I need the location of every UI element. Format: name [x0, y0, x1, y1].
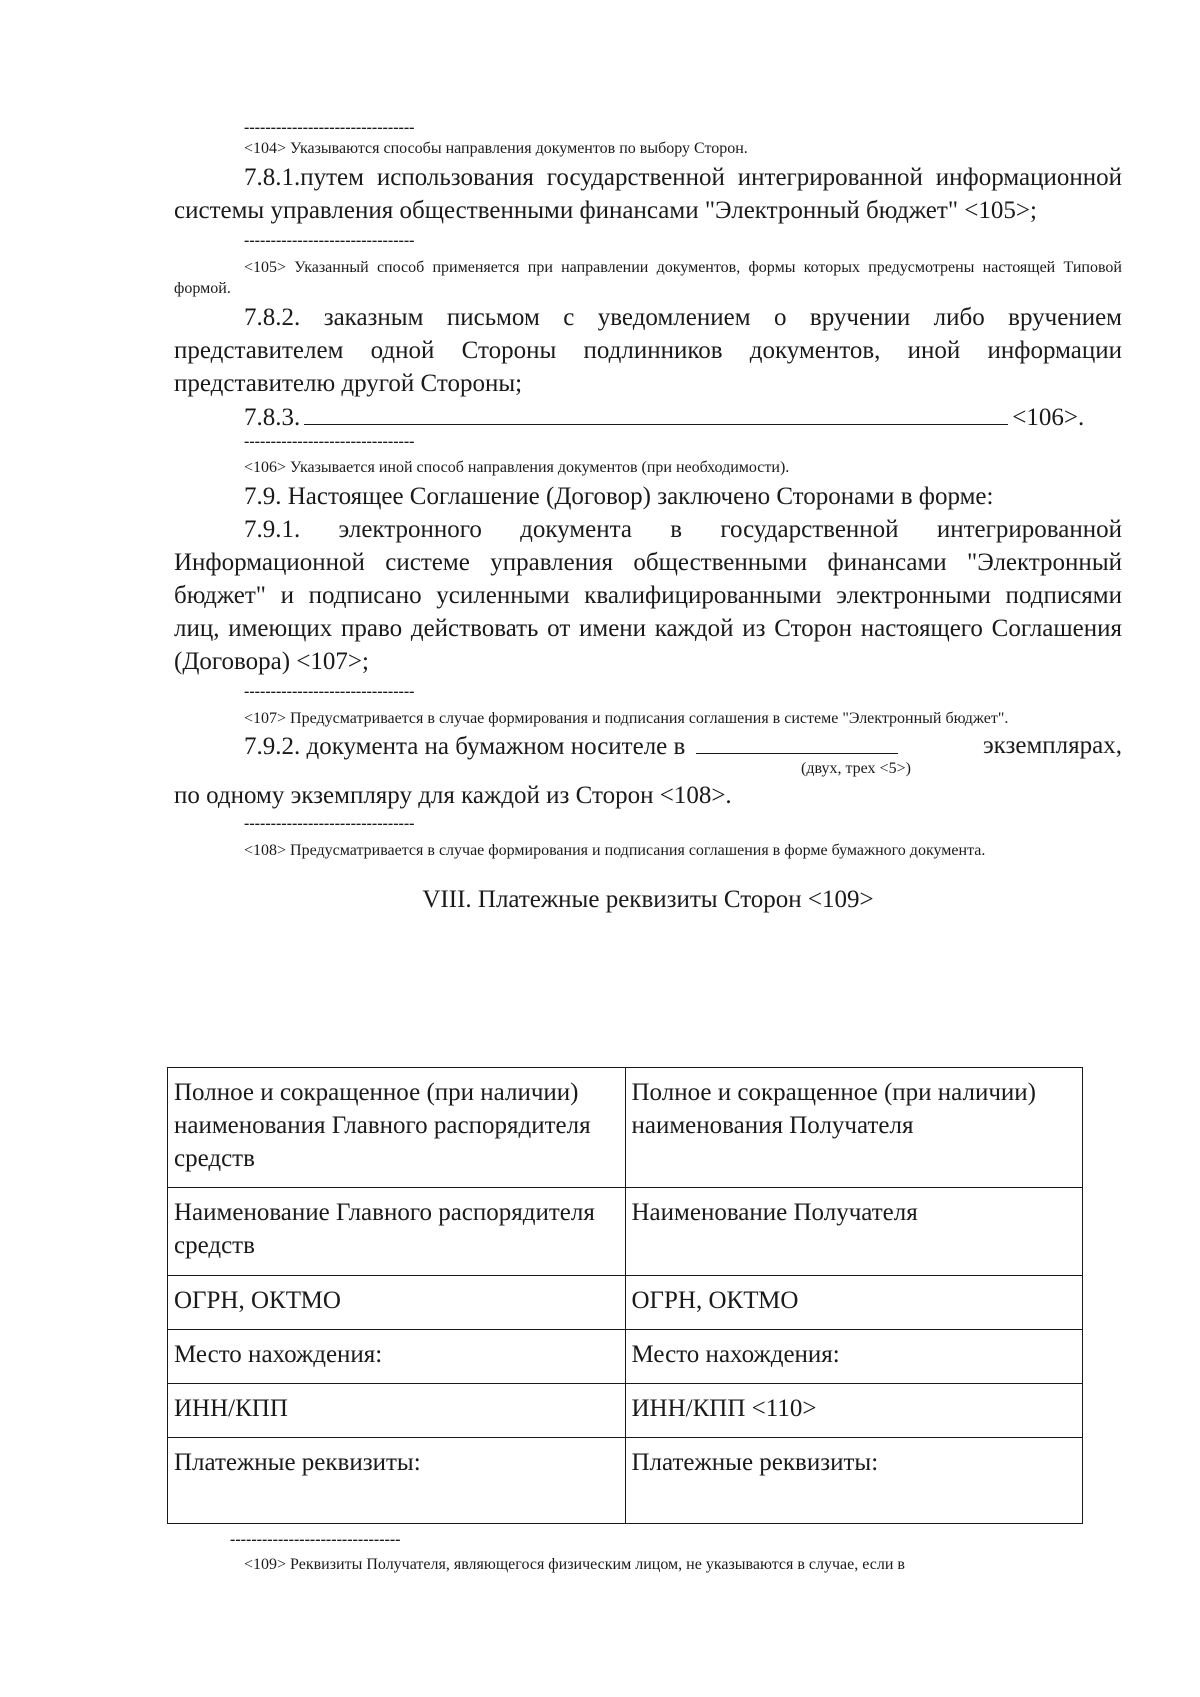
table-row [168, 1068, 1083, 1188]
table-cell: Платежные реквизиты: [625, 1438, 1083, 1524]
table-row [168, 1438, 1083, 1524]
footnote-107: <107> Предусматривается в случае формирования и подписания соглашения в системе "Электронный бюджет". [244, 710, 1009, 727]
footnote-105: <105> Указанный способ применяется при направлении документов, формы которых предусмотрены настоящей Типовой формой. [174, 259, 1122, 297]
table-cell: Полное и сокращенное (при наличии) наименования Главного распорядителя средств [168, 1068, 626, 1188]
paragraph-7-8-3 [174, 400, 1122, 434]
table-cell: ОГРН, ОКТМО [625, 1276, 1083, 1330]
footnote-106: <106> Указывается иной способ направления документов (при необходимости). [244, 459, 790, 476]
table-cell: ИНН/КПП <110> [625, 1384, 1083, 1438]
footnote-104: <104> Указываются способы направления документов по выбору Сторон. [244, 140, 748, 157]
table-row [168, 1276, 1083, 1330]
paragraph-7-9-2 [174, 729, 1122, 779]
paragraph-7-9-2-start: 7.9.2. документа на бумажном носителе в [244, 733, 686, 760]
table-row [168, 1330, 1083, 1384]
footnote-separator: -------------------------------- [244, 683, 415, 700]
paragraph-7-9-2-end: экземплярах, [982, 732, 1122, 759]
paragraph-7-9: 7.9. Настоящее Соглашение (Договор) заключено Сторонами в форме: [244, 483, 994, 510]
footnote-109: <109> Реквизиты Получателя, являющегося физическим лицом, не указываются в случае, если в [244, 1556, 905, 1573]
payment-details-table [167, 1067, 1083, 1524]
footnote-separator: -------------------------------- [244, 815, 415, 832]
document-content [174, 118, 1122, 916]
paragraph-7-9-1: 7.9.1. электронного документа в государственной интегрированной Информационной системе управления общественными финансами "Электронный бюджет" и подписано усиленными квалифицированными электронными подписями лиц, имеющих право действовать от имени каждой из Сторон настоящего Соглашения (Договора) <107>; [174, 516, 1122, 675]
footnote-108: <108> Предусматривается в случае формирования и подписания соглашения в форме бумажного документа. [244, 842, 986, 859]
paragraph-7-8-2: 7.8.2. заказным письмом с уведомлением о вручении либо вручением представителем одной Стороны подлинников документов, иной информации представителю другой Стороны; [174, 304, 1122, 397]
table-row [168, 1384, 1083, 1438]
blank-line-copies[interactable] [696, 729, 898, 754]
section-heading: VIII. Платежные реквизиты Сторон <109> [422, 886, 874, 913]
table-row [168, 1188, 1083, 1276]
paragraph-7-9-2-continuation: по одному экземпляру для каждой из Сторон <108>. [174, 782, 732, 809]
footnote-separator: -------------------------------- [244, 232, 415, 249]
footnote-separator: -------------------------------- [244, 119, 415, 136]
copies-hint: (двух, трех <5>) [801, 760, 911, 777]
table-cell: Полное и сокращенное (при наличии) наименования Получателя [625, 1068, 1083, 1188]
footnote-separator: -------------------------------- [230, 1531, 401, 1548]
table-cell: Место нахождения: [168, 1330, 626, 1384]
table-cell: Место нахождения: [625, 1330, 1083, 1384]
paragraph-7-8-3-label: 7.8.3. [244, 404, 301, 431]
footnote-separator: -------------------------------- [244, 433, 415, 450]
table-cell: Наименование Получателя [625, 1188, 1083, 1276]
table-cell: ОГРН, ОКТМО [168, 1276, 626, 1330]
table-cell: Наименование Главного распорядителя средств [168, 1188, 626, 1276]
table-cell: ИНН/КПП [168, 1384, 626, 1438]
blank-line-7-8-3[interactable] [304, 400, 1008, 425]
paragraph-7-8-1: 7.8.1.путем использования государственной интегрированной информационной системы управления общественными финансами "Электронный бюджет" <105>; [174, 164, 1122, 224]
table-cell: Платежные реквизиты: [168, 1438, 626, 1524]
footnote-ref-106: <106>. [1012, 404, 1085, 431]
